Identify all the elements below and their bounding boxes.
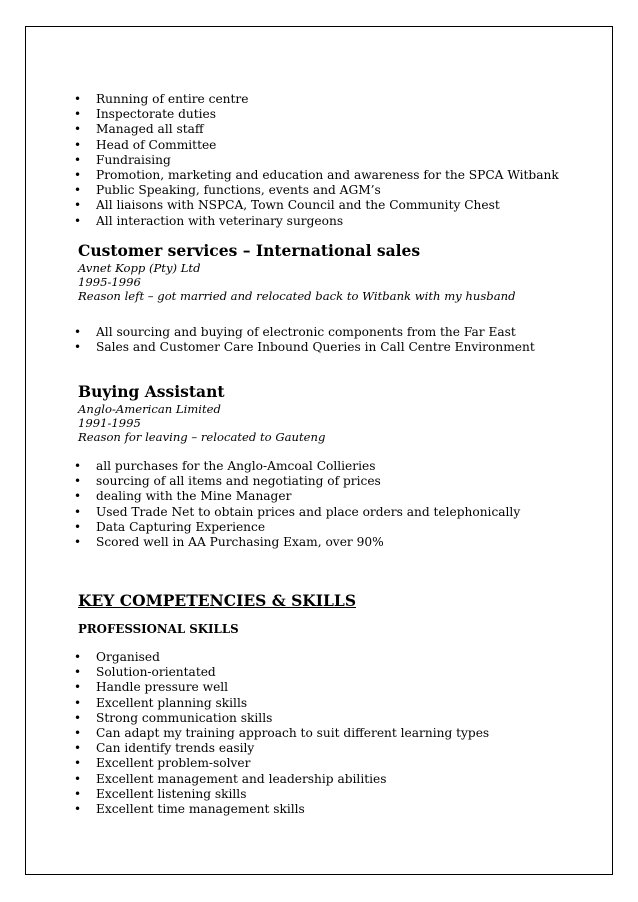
bullet-icon: • — [74, 801, 82, 816]
bullet-icon: • — [74, 137, 82, 152]
bullet-icon: • — [74, 504, 82, 519]
bullet-icon: • — [74, 519, 82, 534]
bullet-icon: • — [74, 152, 82, 167]
bullet-icon: • — [74, 771, 82, 786]
job-years: 1995-1996 — [78, 275, 141, 289]
bullet-icon: • — [74, 650, 82, 664]
bullet-icon: • — [74, 695, 82, 710]
bullet-icon: • — [74, 92, 82, 106]
bullet-icon: • — [74, 183, 82, 198]
bullet-icon: • — [74, 741, 82, 756]
bullet-icon: • — [74, 534, 82, 549]
bullet-icon: • — [74, 340, 82, 355]
bullet-icon: • — [74, 107, 82, 122]
bullet-icon: • — [74, 122, 82, 137]
section-title: KEY COMPETENCIES & SKILLS — [78, 591, 357, 610]
job-years: 1991-1995 — [78, 416, 141, 430]
bullet-icon: • — [74, 665, 82, 680]
bullet-icon: • — [74, 756, 82, 771]
subsection-title: PROFESSIONAL SKILLS — [78, 622, 239, 636]
reason-left: Reason for leaving – relocated to Gauteng — [78, 430, 326, 444]
bullet-icon: • — [74, 710, 82, 725]
bullet-icon: • — [74, 167, 82, 182]
bullet-icon: • — [74, 474, 82, 489]
bullet-icon: • — [74, 489, 82, 504]
bullet-icon: • — [74, 198, 82, 213]
job-title: Buying Assistant — [78, 382, 225, 401]
company-name: Anglo-American Limited — [78, 402, 221, 416]
bullet-icon: • — [74, 459, 82, 473]
company-name: Avnet Kopp (Pty) Ltd — [78, 261, 201, 275]
bullet-icon: • — [74, 213, 82, 228]
bullet-icon: • — [74, 725, 82, 740]
reason-left: Reason left – got married and relocated back to Witbank with my husband — [78, 289, 516, 303]
bullet-icon: • — [74, 325, 82, 339]
job-title: Customer services – International sales — [78, 241, 421, 260]
bullet-icon: • — [74, 786, 82, 801]
bullet-icon: • — [74, 680, 82, 695]
